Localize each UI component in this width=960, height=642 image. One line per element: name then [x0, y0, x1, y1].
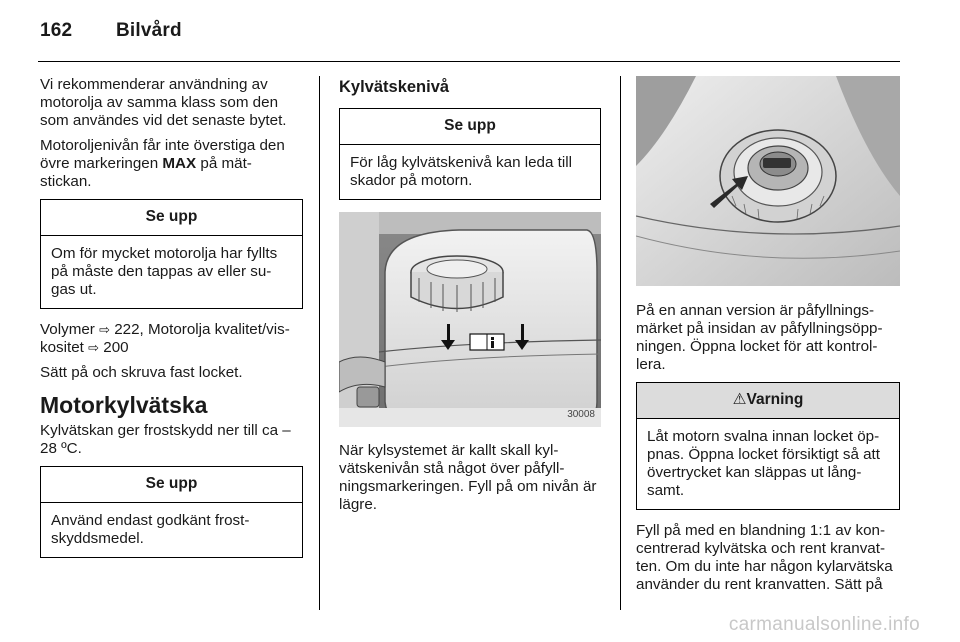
caution-heading: Se upp — [41, 200, 302, 236]
ref-arrow-icon: ⇨ — [99, 322, 110, 337]
caution-box-coolant — [339, 108, 601, 200]
warning-heading: Varning — [746, 391, 804, 408]
caution-box-oil — [40, 199, 303, 309]
paragraph-close-cap: Sätt på och skruva fast locket. — [40, 364, 243, 381]
caution-body: Om för mycket motorolja har fyllts på måste den tappas av eller su-gas ut. — [51, 245, 278, 298]
warning-triangle-icon: ⚠ — [732, 391, 747, 408]
max-mark: MAX — [162, 155, 197, 172]
paragraph-oil-level — [40, 137, 303, 191]
caution-heading: Se upp — [41, 467, 302, 503]
coolant-reservoir-figure — [339, 212, 601, 427]
caution-body: Använd endast godkänt frost-skyddsmedel. — [51, 512, 250, 547]
oil-level-text-end: på mät-stickan. — [40, 155, 252, 190]
viscosity-ref[interactable]: 200 — [99, 339, 129, 356]
paragraph-oil-recommendation: Vi rekommenderar användning av motorolja av samma klass som den som användes vid det senaste bytet. — [40, 76, 287, 129]
volumes-text: Volymer — [40, 321, 100, 338]
warning-body: Låt motorn svalna innan locket öp-pnas. Öppna locket försiktigt så att övertrycket kan släppas ut lång-samt. — [647, 428, 880, 499]
filler-neck-figure — [636, 76, 900, 286]
paragraph-volumes — [40, 321, 303, 357]
filler-neck-illustration — [636, 76, 900, 286]
coolant-reservoir-illustration — [339, 212, 601, 427]
column-3 — [636, 76, 900, 601]
ref-arrow-icon: ⇨ — [88, 340, 100, 355]
warning-heading-row — [637, 383, 899, 419]
page-header — [40, 20, 182, 42]
subsection-title-coolant-level: Kylvätskenivå — [339, 78, 450, 96]
watermark: carmanualsonline.info — [728, 614, 920, 635]
section-title-coolant: Motorkylvätska — [40, 392, 208, 418]
page-number: 162 — [40, 20, 73, 41]
column-2 — [339, 76, 601, 521]
caution-heading: Se upp — [340, 109, 600, 145]
chapter-title: Bilvård — [116, 20, 182, 41]
header-rule — [38, 61, 900, 62]
paragraph-alt-version: På en annan version är påfyllnings-märket på insidan av påfyllningsöpp-ningen. Öppna locket för att kontrol-lera. — [636, 302, 883, 373]
caution-box-antifreeze — [40, 466, 303, 558]
caution-body: För låg kylvätskenivå kan leda till skador på motorn. — [350, 154, 573, 189]
volumes-ref[interactable]: 222, Motorolja kvalitet/vis-kositet — [40, 321, 290, 356]
figure-number: 30008 — [567, 409, 595, 420]
column-1 — [40, 76, 303, 570]
column-divider-1 — [319, 76, 320, 610]
column-divider-2 — [620, 76, 621, 610]
paragraph-coolant-cold: När kylsystemet är kallt skall kyl-vätskenivån stå något över påfyll-ningsmarkeringen. Fyll på om nivån är lägre. — [339, 442, 597, 513]
warning-box — [636, 382, 900, 510]
oil-level-text: Motoroljenivån får inte överstiga den övre markeringen — [40, 137, 285, 172]
paragraph-frost: Kylvätskan ger frostskydd ner till ca –28 ºC. — [40, 422, 291, 457]
paragraph-fill-mixture: Fyll på med en blandning 1:1 av kon-centrerad kylvätska och rent kranvat-ten. Om du inte har någon kylarvätska använder du rent kranvatten. Sätt på — [636, 522, 893, 593]
